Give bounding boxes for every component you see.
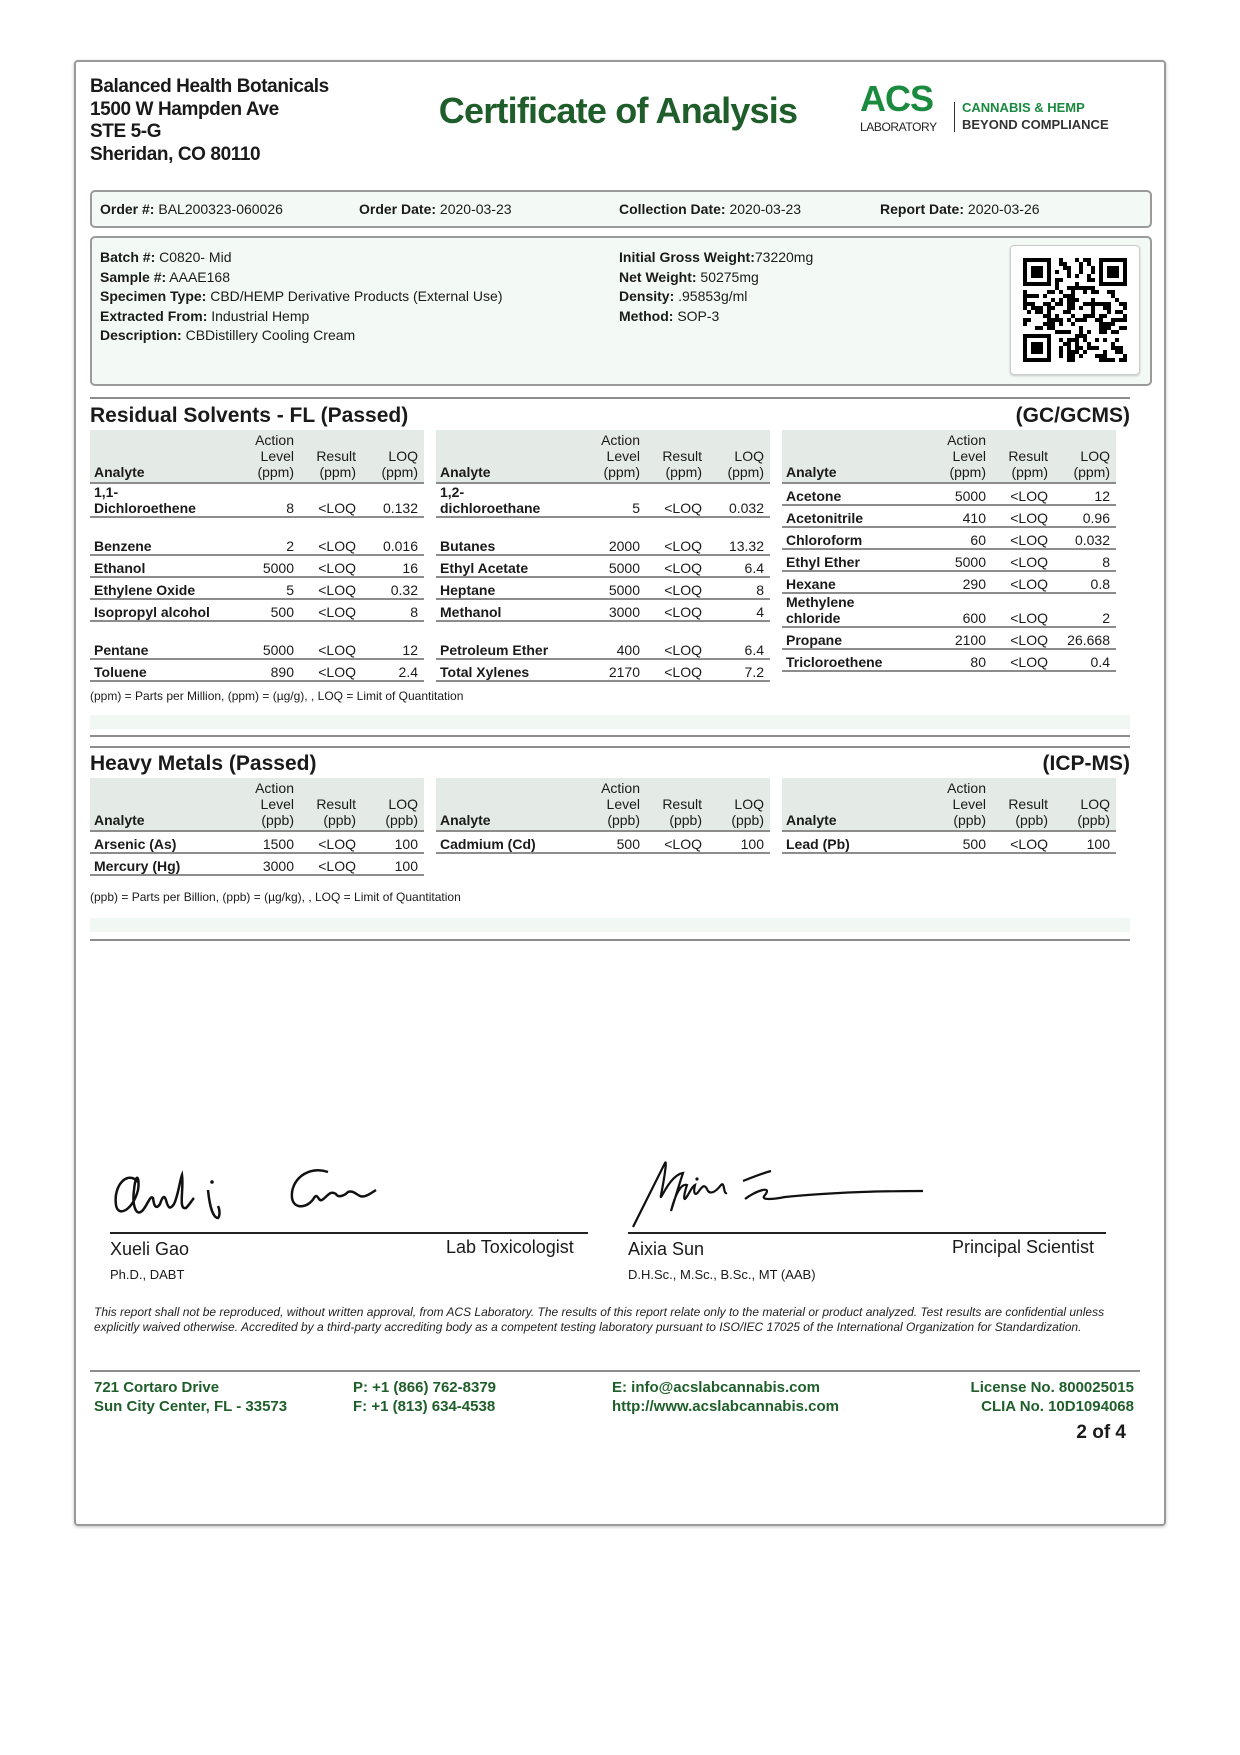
table-header-row <box>436 430 770 483</box>
col-analyte: Analyte <box>782 778 928 831</box>
result-cell: <LOQ <box>992 649 1054 671</box>
net-weight: Net Weight: 50275mg <box>619 268 759 285</box>
table-row <box>782 505 1116 527</box>
col-loq: LOQ (ppm) <box>362 430 424 483</box>
table-row <box>782 627 1116 649</box>
table-row <box>90 599 424 621</box>
loq-cell: 2 <box>1054 593 1116 627</box>
sample-info-right <box>619 248 813 326</box>
table-row <box>782 483 1116 505</box>
page-number: 2 of 4 <box>1076 1422 1126 1443</box>
col-analyte: Analyte <box>436 778 582 831</box>
loq-cell: 8 <box>362 599 424 621</box>
action-level-cell: 5000 <box>582 555 646 577</box>
residual-solvents-method: (GC/GCMS) <box>1015 404 1130 427</box>
analyte-cell: Petroleum Ether <box>436 621 582 659</box>
action-level-cell: 3000 <box>582 599 646 621</box>
result-cell: <LOQ <box>300 517 362 555</box>
action-level-cell: 5 <box>236 577 300 599</box>
col-analyte: Analyte <box>90 430 236 483</box>
action-level-cell: 1500 <box>236 831 300 853</box>
result-cell: <LOQ <box>300 483 362 517</box>
signatory-credentials: D.H.Sc., M.Sc., B.Sc., MT (AAB) <box>628 1267 816 1282</box>
col-analyte: Analyte <box>782 430 928 483</box>
loq-cell: 0.4 <box>1054 649 1116 671</box>
analyte-cell: Toluene <box>90 659 236 681</box>
analyte-cell: Ethyl Acetate <box>436 555 582 577</box>
residual-solvents-note: (ppm) = Parts per Million, (ppm) = (µg/g), , LOQ = Limit of Quantitation <box>90 689 464 703</box>
section-divider <box>90 735 1130 737</box>
sample-info-box <box>90 236 1152 386</box>
table-row <box>782 649 1116 671</box>
loq-cell: 0.96 <box>1054 505 1116 527</box>
result-cell: <LOQ <box>992 571 1054 593</box>
table-row <box>436 555 770 577</box>
signature-line <box>628 1232 1106 1234</box>
action-level-cell: 500 <box>236 599 300 621</box>
loq-cell: 26.668 <box>1054 627 1116 649</box>
loq-cell: 13.32 <box>708 517 770 555</box>
table-row <box>782 593 1116 627</box>
table-row <box>90 831 424 853</box>
action-level-cell: 2100 <box>928 627 992 649</box>
loq-cell: 6.4 <box>708 555 770 577</box>
loq-cell: 100 <box>1054 831 1116 853</box>
order-info-bar <box>90 190 1152 228</box>
analyte-cell: Butanes <box>436 517 582 555</box>
signatory-name: Aixia Sun <box>628 1239 705 1259</box>
analyte-cell: Benzene <box>90 517 236 555</box>
analyte-cell: Ethylene Oxide <box>90 577 236 599</box>
heavy-metals-table <box>90 778 424 876</box>
report-date: Report Date: 2020-03-26 <box>880 201 1040 217</box>
result-cell: <LOQ <box>300 853 362 875</box>
result-cell: <LOQ <box>646 517 708 555</box>
result-cell: <LOQ <box>646 621 708 659</box>
batch-number: Batch #: C0820- Mid <box>100 249 232 265</box>
section-divider <box>90 746 1130 748</box>
col-result: Result (ppb) <box>646 778 708 831</box>
gross-weight: Initial Gross Weight:73220mg <box>619 249 814 265</box>
lab-phone-fax <box>353 1378 496 1416</box>
loq-cell: 12 <box>1054 483 1116 505</box>
client-address-line2: STE 5-G <box>90 121 162 142</box>
analyte-cell: Pentane <box>90 621 236 659</box>
result-cell: <LOQ <box>646 483 708 517</box>
loq-cell: 0.032 <box>1054 527 1116 549</box>
lab-address-line2: Sun City Center, FL - 33573 <box>94 1398 288 1415</box>
section-spacer <box>90 715 1130 729</box>
table-row <box>782 571 1116 593</box>
signature-xueli-gao <box>108 1160 438 1230</box>
table-row <box>436 599 770 621</box>
analyte-cell: Hexane <box>782 571 928 593</box>
lab-contact <box>612 1378 839 1416</box>
signatory-credentials: Ph.D., DABT <box>110 1267 185 1282</box>
loq-cell: 16 <box>362 555 424 577</box>
collection-date: Collection Date: 2020-03-23 <box>619 201 802 217</box>
lab-website-link[interactable]: http://www.acslabcannabis.com <box>612 1398 839 1415</box>
result-cell: <LOQ <box>300 831 362 853</box>
result-cell: <LOQ <box>992 549 1054 571</box>
loq-cell: 4 <box>708 599 770 621</box>
col-result: Result (ppm) <box>646 430 708 483</box>
action-level-cell: 5000 <box>928 483 992 505</box>
col-loq: LOQ (ppb) <box>362 778 424 831</box>
analyte-cell: 1,2- dichloroethane <box>436 483 582 517</box>
col-action-level: Action Level (ppm) <box>928 430 992 483</box>
loq-cell: 7.2 <box>708 659 770 681</box>
table-header-row <box>782 430 1116 483</box>
result-cell: <LOQ <box>992 527 1054 549</box>
result-cell: <LOQ <box>300 599 362 621</box>
action-level-cell: 5 <box>582 483 646 517</box>
action-level-cell: 410 <box>928 505 992 527</box>
table-header-row <box>90 430 424 483</box>
table-row <box>90 621 424 659</box>
analyte-cell: Acetone <box>782 483 928 505</box>
col-analyte: Analyte <box>436 430 582 483</box>
analyte-cell: Cadmium (Cd) <box>436 831 582 853</box>
analyte-cell: Methanol <box>436 599 582 621</box>
action-level-cell: 890 <box>236 659 300 681</box>
col-loq: LOQ (ppb) <box>1054 778 1116 831</box>
result-cell: <LOQ <box>646 577 708 599</box>
residual-solvents-table <box>90 430 424 682</box>
acs-logo <box>860 78 1144 138</box>
loq-cell: 100 <box>708 831 770 853</box>
loq-cell: 100 <box>362 831 424 853</box>
sample-number: Sample #: AAAE168 <box>100 268 230 285</box>
table-row <box>782 527 1116 549</box>
lab-email-link[interactable]: E: info@acslabcannabis.com <box>612 1379 821 1396</box>
clia-number: CLIA No. 10D1094068 <box>981 1398 1134 1415</box>
loq-cell: 100 <box>362 853 424 875</box>
result-cell: <LOQ <box>300 621 362 659</box>
table-row <box>782 549 1116 571</box>
analyte-cell: 1,1- Dichloroethene <box>90 483 236 517</box>
col-result: Result (ppm) <box>992 430 1054 483</box>
lab-license <box>971 1378 1134 1416</box>
action-level-cell: 400 <box>582 621 646 659</box>
col-result: Result (ppb) <box>992 778 1054 831</box>
density: Density: .95853g/ml <box>619 288 748 304</box>
col-result: Result (ppm) <box>300 430 362 483</box>
analyte-cell: Isopropyl alcohol <box>90 599 236 621</box>
result-cell: <LOQ <box>646 599 708 621</box>
order-date: Order Date: 2020-03-23 <box>359 201 512 217</box>
action-level-cell: 60 <box>928 527 992 549</box>
table-row <box>436 517 770 555</box>
table-header-row <box>782 778 1116 831</box>
analyte-cell: Tricloroethene <box>782 649 928 671</box>
result-cell: <LOQ <box>992 483 1054 505</box>
loq-cell: 2.4 <box>362 659 424 681</box>
result-cell: <LOQ <box>300 659 362 681</box>
action-level-cell: 600 <box>928 593 992 627</box>
result-cell: <LOQ <box>992 831 1054 853</box>
logo-acs-text: ACS <box>860 78 934 119</box>
table-row <box>90 659 424 681</box>
result-cell: <LOQ <box>646 831 708 853</box>
action-level-cell: 5000 <box>928 549 992 571</box>
logo-laboratory-text: LABORATORY <box>860 120 937 134</box>
specimen-type: Specimen Type: CBD/HEMP Derivative Products (External Use) <box>100 288 503 304</box>
action-level-cell: 290 <box>928 571 992 593</box>
document-title: Certificate of Analysis <box>438 90 798 131</box>
col-analyte: Analyte <box>90 778 236 831</box>
col-loq: LOQ (ppb) <box>708 778 770 831</box>
signatory-role: Lab Toxicologist <box>446 1237 574 1257</box>
table-row <box>90 555 424 577</box>
loq-cell: 0.016 <box>362 517 424 555</box>
action-level-cell: 2170 <box>582 659 646 681</box>
residual-solvents-table <box>436 430 770 682</box>
table-row <box>90 483 424 517</box>
action-level-cell: 8 <box>236 483 300 517</box>
result-cell: <LOQ <box>992 593 1054 627</box>
action-level-cell: 3000 <box>236 853 300 875</box>
action-level-cell: 500 <box>582 831 646 853</box>
description: Description: CBDistillery Cooling Cream <box>100 327 356 343</box>
loq-cell: 8 <box>1054 549 1116 571</box>
signatory-role: Principal Scientist <box>952 1237 1095 1257</box>
lab-address-line1: 721 Cortaro Drive <box>94 1379 220 1396</box>
result-cell: <LOQ <box>992 627 1054 649</box>
heavy-metals-table <box>436 778 770 854</box>
loq-cell: 8 <box>708 577 770 599</box>
action-level-cell: 80 <box>928 649 992 671</box>
client-city: Sheridan, CO 80110 <box>90 143 261 165</box>
lab-address <box>94 1378 287 1416</box>
analyte-cell: Arsenic (As) <box>90 831 236 853</box>
table-row <box>90 853 424 875</box>
action-level-cell: 2 <box>236 517 300 555</box>
loq-cell: 0.032 <box>708 483 770 517</box>
analyte-cell: Methylene chloride <box>782 593 928 627</box>
license-number: License No. 800025015 <box>970 1379 1134 1396</box>
table-row <box>436 577 770 599</box>
result-cell: <LOQ <box>300 555 362 577</box>
col-action-level: Action Level (ppm) <box>582 430 646 483</box>
method: Method: SOP-3 <box>619 307 720 324</box>
heavy-metals-method: (ICP-MS) <box>1042 752 1130 775</box>
col-action-level: Action Level (ppm) <box>236 430 300 483</box>
result-cell: <LOQ <box>300 577 362 599</box>
table-header-row <box>436 778 770 831</box>
residual-solvents-table <box>782 430 1116 672</box>
col-action-level: Action Level (ppb) <box>582 778 646 831</box>
col-loq: LOQ (ppm) <box>708 430 770 483</box>
section-spacer <box>90 918 1130 932</box>
col-action-level: Action Level (ppb) <box>928 778 992 831</box>
table-row <box>436 483 770 517</box>
footer-divider <box>90 1370 1140 1372</box>
table-row <box>782 831 1116 853</box>
loq-cell: 6.4 <box>708 621 770 659</box>
loq-cell: 0.132 <box>362 483 424 517</box>
analyte-cell: Heptane <box>436 577 582 599</box>
col-action-level: Action Level (ppb) <box>236 778 300 831</box>
signatory-name: Xueli Gao <box>110 1239 190 1259</box>
extracted-from: Extracted From: Industrial Hemp <box>100 307 310 324</box>
action-level-cell: 5000 <box>236 621 300 659</box>
col-result: Result (ppb) <box>300 778 362 831</box>
analyte-cell: Ethanol <box>90 555 236 577</box>
table-row <box>90 517 424 555</box>
table-row <box>436 621 770 659</box>
action-level-cell: 5000 <box>236 555 300 577</box>
order-number: Order #: BAL200323-060026 <box>100 201 283 217</box>
analyte-cell: Total Xylenes <box>436 659 582 681</box>
logo-tagline-2: BEYOND COMPLIANCE <box>962 117 1109 132</box>
section-divider <box>90 397 1130 399</box>
client-address-block <box>90 76 410 166</box>
qr-code[interactable] <box>1010 245 1140 375</box>
heavy-metals-note: (ppb) = Parts per Billion, (ppb) = (µg/kg), , LOQ = Limit of Quantitation <box>90 890 461 904</box>
analyte-cell: Propane <box>782 627 928 649</box>
action-level-cell: 5000 <box>582 577 646 599</box>
qr-code-icon <box>1023 258 1127 362</box>
result-cell: <LOQ <box>646 659 708 681</box>
analyte-cell: Chloroform <box>782 527 928 549</box>
sample-info-left <box>100 248 503 346</box>
residual-solvents-title: Residual Solvents - FL (Passed) <box>90 404 409 427</box>
lab-phone: P: +1 (866) 762-8379 <box>353 1379 497 1396</box>
analyte-cell: Ethyl Ether <box>782 549 928 571</box>
client-address-line1: 1500 W Hampden Ave <box>90 98 279 120</box>
result-cell: <LOQ <box>992 505 1054 527</box>
loq-cell: 0.32 <box>362 577 424 599</box>
heavy-metals-title: Heavy Metals (Passed) <box>90 752 317 775</box>
logo-divider <box>954 102 955 132</box>
client-name: Balanced Health Botanicals <box>90 76 329 97</box>
logo-tagline-1: CANNABIS & HEMP <box>962 100 1085 115</box>
heavy-metals-table <box>782 778 1116 854</box>
analyte-cell: Acetonitrile <box>782 505 928 527</box>
loq-cell: 0.8 <box>1054 571 1116 593</box>
table-row <box>436 831 770 853</box>
analyte-cell: Mercury (Hg) <box>90 853 236 875</box>
analyte-cell: Lead (Pb) <box>782 831 928 853</box>
section-divider <box>90 939 1130 941</box>
table-row <box>436 659 770 681</box>
lab-fax: F: +1 (813) 634-4538 <box>353 1398 496 1415</box>
action-level-cell: 500 <box>928 831 992 853</box>
signature-aixia-sun <box>625 1155 955 1230</box>
col-loq: LOQ (ppm) <box>1054 430 1116 483</box>
loq-cell: 12 <box>362 621 424 659</box>
signature-line <box>110 1232 588 1234</box>
disclaimer-text: This report shall not be reproduced, without written approval, from ACS Laboratory. The results of this report relate only to the material or product analyzed. Test results are confidential unless explicitly waived otherwise. Accredited by a third-party accrediting body as a competent testing laboratory pursuant to ISO/IEC 17025 of the International Organization for Standardization. <box>94 1305 1105 1334</box>
table-row <box>90 577 424 599</box>
action-level-cell: 2000 <box>582 517 646 555</box>
result-cell: <LOQ <box>646 555 708 577</box>
table-header-row <box>90 778 424 831</box>
